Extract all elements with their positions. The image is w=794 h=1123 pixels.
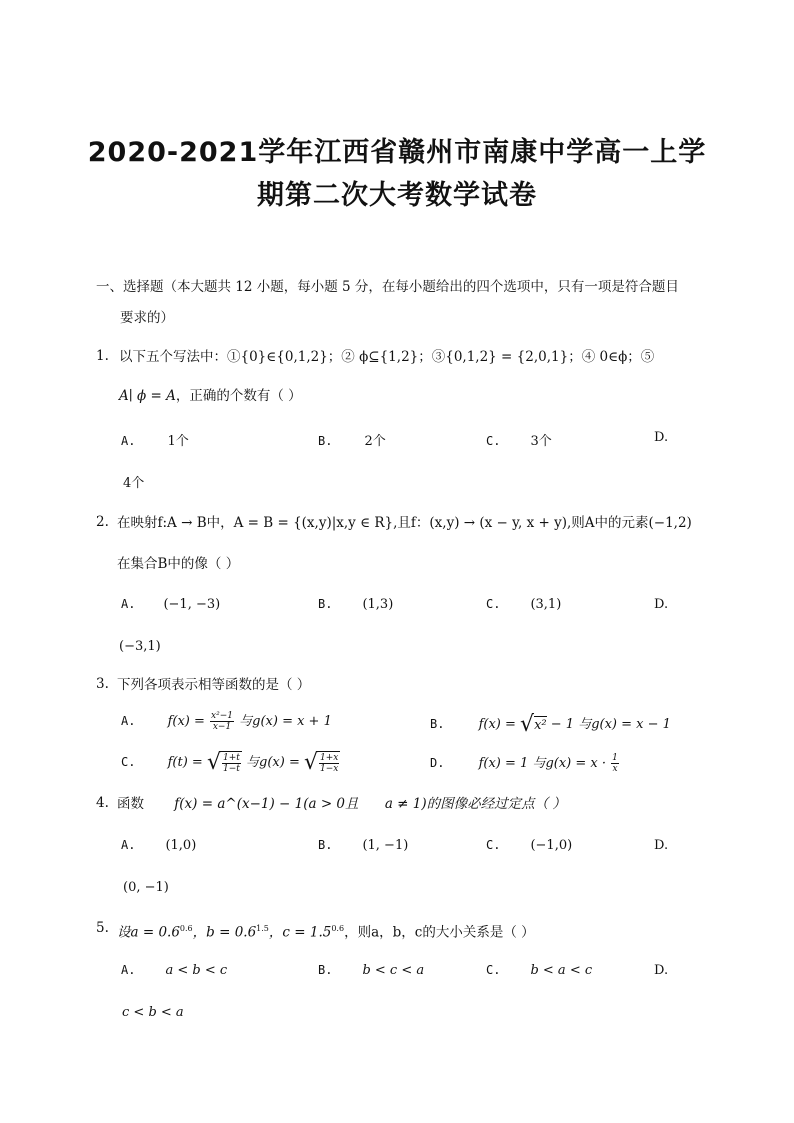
q2-text-cont: 在集合B中的像（ ） — [117, 556, 240, 572]
q1-option-c: C. 3个 — [486, 434, 552, 449]
q3-option-b: B. f(x) = √x² − 1 与g(x) = x − 1 — [430, 712, 671, 737]
q1-option-d-text: 4个 — [123, 476, 145, 491]
q1-text: 以下五个写法中：①{0}∈{0,1,2}；② ϕ⊆{1,2}；③{0,1,2} = {2,0,1}；④ 0∈ϕ；⑤ — [119, 349, 655, 365]
q1-expr: A∣ ϕ = A — [119, 388, 176, 404]
q1-text-cont — [119, 387, 302, 405]
q2-number: 2. — [96, 514, 109, 530]
q1-option-a: A. 1个 — [121, 434, 189, 449]
q1-option-d-label: D. — [654, 430, 669, 445]
q4-option-b: B. (1, −1) — [318, 838, 409, 853]
q2-option-d-text: (−3,1) — [119, 639, 161, 654]
q2-option-b: B. (1,3) — [318, 597, 394, 612]
q4-option-c: C. (−1,0) — [486, 838, 573, 853]
q5-option-d-label: D. — [654, 963, 669, 978]
q2-option-c: C. (3,1) — [486, 597, 562, 612]
q5-option-b: B. b < c < a — [318, 963, 425, 978]
q1-question: ，正确的个数有（ ） — [175, 388, 302, 404]
q5-option-d-text: c < b < a — [122, 1005, 184, 1020]
q5-option-c: C. b < a < c — [486, 963, 593, 978]
q3-number: 3. — [96, 676, 109, 692]
q3-option-d: D. f(x) = 1 与g(x) = x · $\frac{1}{x}$ — [430, 753, 618, 774]
exam-title-line1: 2020-2021学年江西省赣州市南康中学高一上学 — [87, 137, 707, 168]
q3-option-c: C. f(t) = √ $\frac{1+t}{1-t}$ 与g(x) = √ $\frac{1+x}{1-x}$ — [121, 750, 339, 775]
q3-text: 下列各项表示相等函数的是（ ） — [117, 677, 311, 693]
q5-option-a: A. a < b < c — [121, 963, 228, 978]
section-header-cont: 要求的） — [120, 310, 174, 326]
q4-option-a: A. (1,0) — [121, 838, 197, 853]
q4-option-d-text: (0, −1) — [123, 880, 169, 895]
q5-number: 5. — [96, 920, 109, 936]
q4-number: 4. — [96, 795, 109, 811]
section-header: 一、选择题（本大题共 12 小题，每小题 5 分，在每小题给出的四个选项中，只有一项是符合题目 — [96, 279, 679, 295]
q5-text: 设$a = 0.6^{0.6}$，$b = 0.6^{1.5}$，$c = 1.5^{0.6}$，则a，b，c的大小关系是（ ） — [117, 924, 535, 941]
q1-number: 1. — [96, 348, 109, 364]
q2-option-d-label: D. — [654, 597, 669, 612]
exam-title-line2: 期第二次大考数学试卷 — [257, 180, 537, 211]
q1-option-b: B. 2个 — [318, 434, 386, 449]
q2-option-a: A. (−1, −3) — [121, 597, 221, 612]
q4-option-d-label: D. — [654, 838, 669, 853]
q4-text: 函数 f(x) = a^(x−1) − 1(a > 0且 a ≠ 1)的图像必经过定点（ ） — [117, 796, 566, 812]
q2-text: 在映射f:A → B中，A = B = {(x,y)|x,y ∈ R},且f：(x,y) → (x − y, x + y),则A中的元素(−1,2) — [117, 515, 692, 531]
q3-option-a: A. f(x) = $\frac{\text{x²−1}}{x-1}$ 与g(x) = x + 1 — [121, 711, 332, 732]
